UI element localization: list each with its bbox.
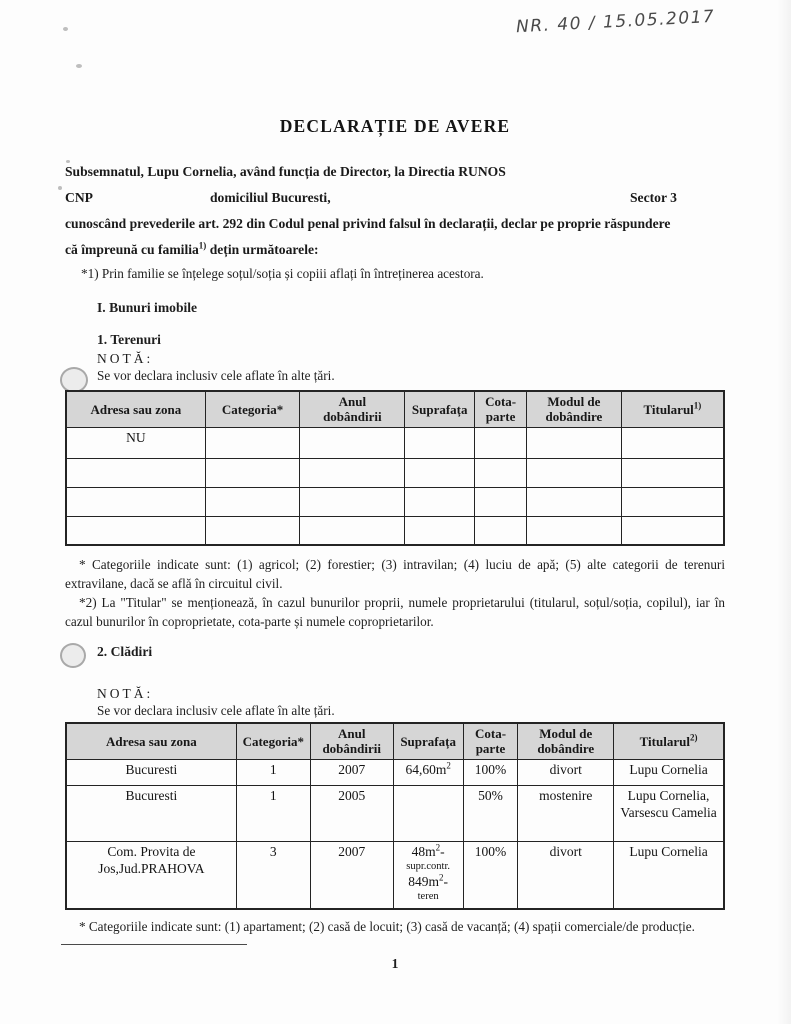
cell-modul: mostenire [518,785,614,841]
col-header-categoria: Categoria* [236,723,310,759]
table-cell [475,427,527,458]
cell-suprafata [393,841,463,909]
cell-cota: 50% [463,785,518,841]
table-cell [527,458,622,487]
table-row [66,458,724,487]
cell-anul: 2005 [310,785,393,841]
surface-label-contract: supr.contr. [406,860,451,872]
surface-value: 64,60m [405,761,447,777]
col-header-titular [621,391,724,427]
surface-value: 849m [408,873,440,889]
nota-text: Se vor declara inclusiv cele aflate în alte țări. [97,368,335,383]
table-cell [405,487,475,516]
col-header-anul-label: Anul dobândirii [323,394,382,425]
terenuri-table [65,390,725,546]
surface-unit-exponent: 2 [439,872,444,882]
table-row [66,759,724,785]
page-number: 1 [391,956,399,971]
intro-family-post: dețin următoarele: [206,242,319,257]
col-header-suprafata: Suprafața [393,723,463,759]
intro-line-cnp [65,185,725,211]
col-header-titular [614,723,724,759]
terenuri-footnote-categories: * Categoriile indicate sunt: (1) agricol; (2) forestier; (3) intravilan; (4) luciu de apă; (5) alte categorii de terenuri extravilane, dacă se află în circuitul civil. [65,557,725,591]
col-header-titular-label: Titularul [643,401,694,417]
cell-adresa: Bucuresti [66,759,236,785]
table-cell [405,516,475,545]
surface-unit-exponent: 2 [435,842,441,852]
table-cell [300,487,405,516]
table-cell [621,516,724,545]
surface-dash: - [443,873,449,889]
col-header-categoria: Categoria* [205,391,300,427]
cell-anul: 2007 [310,759,393,785]
table-cell [300,516,405,545]
table-cell [66,487,205,516]
col-header-anul [310,723,393,759]
table-cell [205,427,300,458]
cell-adresa: Com. Provita de Jos,Jud.PRAHOVA [66,841,236,909]
cell-categoria: 1 [236,759,310,785]
table-cell [475,487,527,516]
cell-categoria: 3 [236,841,310,909]
footnote-ref-1: 1) [198,240,207,251]
handwritten-registration-number: NR. 40 / 15.05.2017 [515,6,716,38]
table-cell [621,487,724,516]
cell-modul: divort [518,759,614,785]
col-header-anul-label: Anul dobândirii [322,726,381,757]
cell-categoria: 1 [236,785,310,841]
surface-line-land [399,873,458,890]
table-cell-adresa: NU [66,427,205,458]
cell-cota: 100% [463,759,518,785]
nota-label: NOTĂ: [97,351,154,366]
cell-titular: Lupu Cornelia, Varsescu Camelia [614,785,724,841]
titular-footnote-ref: 1) [693,400,702,411]
table-cell [66,516,205,545]
cell-titular: Lupu Cornelia [614,841,724,909]
sector-text: Sector 3 [630,190,677,205]
table-cell [205,516,300,545]
footer-rule [61,944,247,945]
intro-family-pre: că împreună cu familia [65,242,199,257]
col-header-cota: Cota-parte [475,391,527,427]
cell-cota: 100% [463,841,518,909]
table-cell [66,458,205,487]
cell-titular: Lupu Cornelia [614,759,724,785]
cell-suprafata [393,785,463,841]
cell-anul: 2007 [310,841,393,909]
cladiri-table [65,722,725,910]
cladiri-footnote [65,917,725,936]
table-cell [405,458,475,487]
surface-unit-exponent: 2 [446,760,451,770]
scan-edge-shadow [777,0,791,1024]
declaration-intro [65,159,725,263]
table-row [66,785,724,841]
table-cell [405,427,475,458]
table-cell [205,487,300,516]
subsection-heading-terenuri: 1. Terenuri [97,332,161,347]
table-cell [475,458,527,487]
table-cell [205,458,300,487]
nota-text: Se vor declara inclusiv cele aflate în alte țări. [97,703,335,718]
domicile-text: domiciliul Bucuresti, [210,190,331,205]
col-header-modul: Modul de dobândire [518,723,614,759]
table-row [66,516,724,545]
col-header-modul: Modul de dobândire [527,391,622,427]
scan-speckle [58,186,62,190]
table-cell [300,458,405,487]
terenuri-header-row [66,391,724,427]
cell-modul: divort [518,841,614,909]
col-header-anul [300,391,405,427]
surface-label-land: teren [417,890,439,902]
intro-line-family [65,237,725,263]
terenuri-footnotes [65,555,725,631]
footnote-family-definition: *1) Prin familie se înțelege soțul/soția și copiii aflați în întreținerea acestora. [81,266,484,281]
col-header-suprafata: Suprafața [405,391,475,427]
col-header-adresa: Adresa sau zona [66,391,205,427]
table-row [66,487,724,516]
table-row [66,841,724,909]
nota-label: NOTĂ: [97,686,154,701]
document-title: DECLARAȚIE DE AVERE [279,116,511,136]
cell-suprafata [393,759,463,785]
terenuri-footnote-titular: *2) La "Titular" se menționează, în cazul bunurilor proprii, numele proprietarului (titularul, soțul/soția, copilul), iar în cazul bunurilor în coproprietate, cota-parte și numele coproprietarilor. [65,595,725,629]
table-cell [527,516,622,545]
titular-footnote-ref: 2) [689,732,698,743]
cladiri-footnote-categories: * Categoriile indicate sunt: (1) apartament; (2) casă de locuit; (3) casă de vacanță; (4) spații comerciale/de producție. [79,919,695,934]
table-cell [300,427,405,458]
table-cell [621,427,724,458]
intro-line-declarant: Subsemnatul, Lupu Cornelia, având funcția de Director, la Directia RUNOS [65,164,506,179]
col-header-titular-label: Titularul [639,733,690,749]
cladiri-header-row [66,723,724,759]
table-cell [621,458,724,487]
surface-value: 48m [411,843,436,859]
surface-dash: - [440,843,445,859]
surface-line-built [399,843,458,860]
subsection-heading-cladiri: 2. Clădiri [97,644,153,659]
col-header-adresa: Adresa sau zona [66,723,236,759]
intro-line-legal: cunoscând prevederile art. 292 din Codul penal privind falsul în declarații, declar pe proprie răspundere [65,216,671,231]
table-cell [527,427,622,458]
section-heading-bunuri-imobile: I. Bunuri imobile [97,300,198,315]
col-header-cota: Cota-parte [463,723,518,759]
table-row [66,427,724,458]
table-cell [527,487,622,516]
cell-adresa: Bucuresti [66,785,236,841]
table-cell [475,516,527,545]
cnp-label: CNP [65,190,93,205]
